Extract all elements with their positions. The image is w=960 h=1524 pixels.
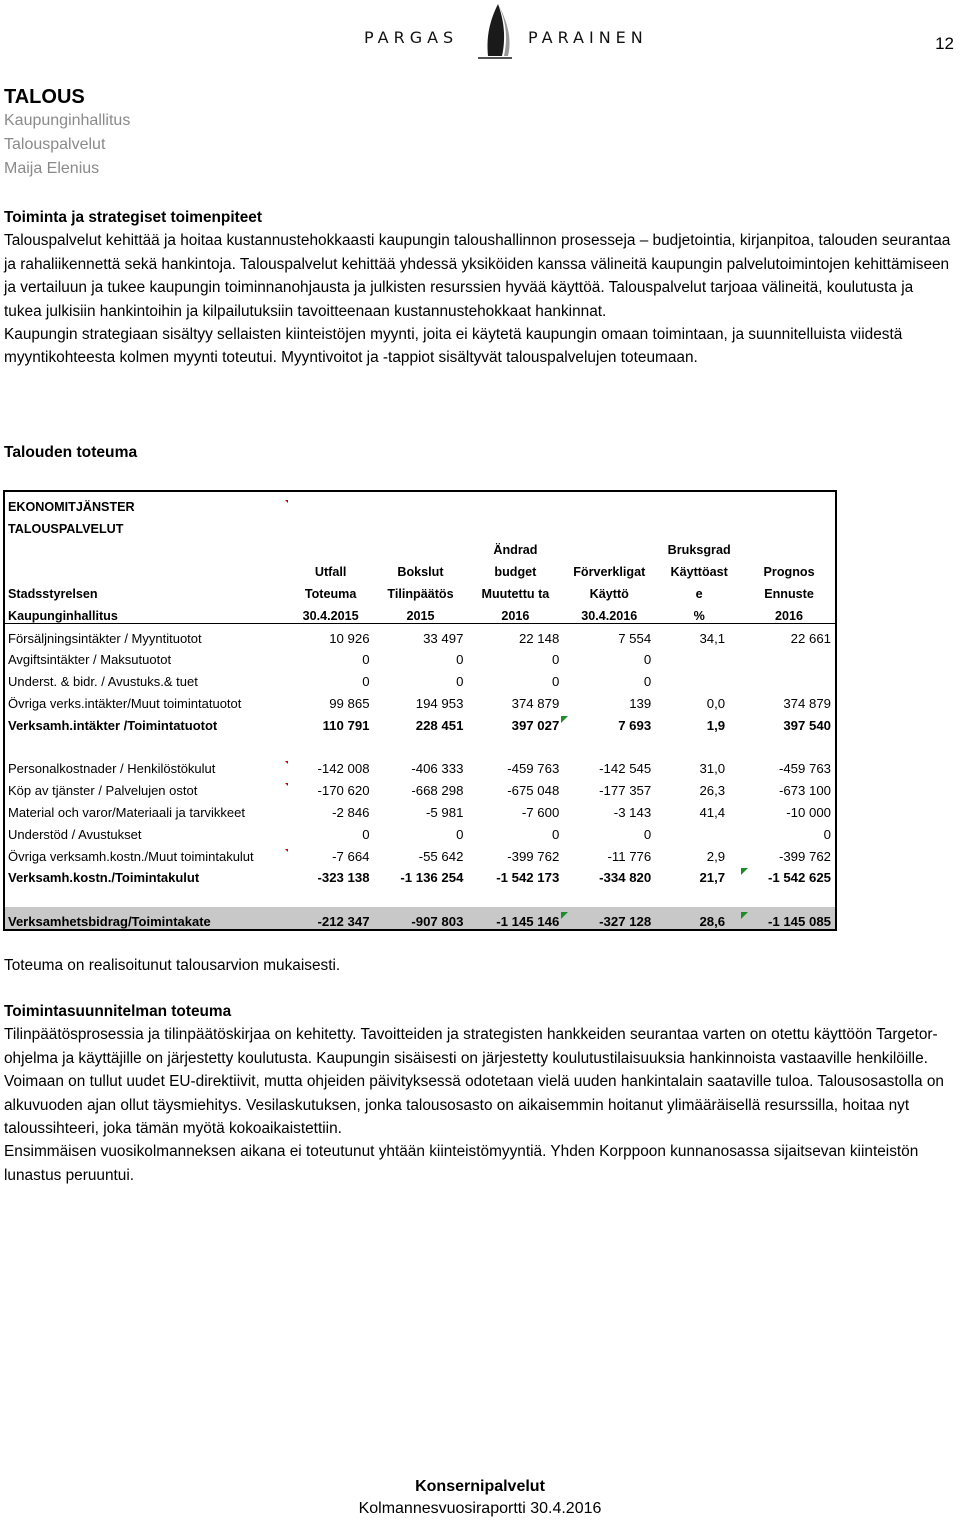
section-operations (4, 206, 952, 370)
comment-marker-icon (283, 500, 288, 505)
cell-value: -907 803 (411, 913, 464, 929)
cell-value: 0 (551, 652, 560, 668)
cell-value: 28,6 (699, 913, 726, 929)
cell-value: -142 008 (317, 761, 370, 777)
cell-value: e (695, 586, 703, 601)
cell-value: -177 357 (599, 783, 652, 799)
cell-value: -11 776 (607, 848, 652, 864)
table-subtotal-row (5, 711, 835, 733)
cell-value: -170 620 (317, 783, 370, 799)
row-label: EKONOMITJÄNSTER (5, 500, 288, 514)
row-label: Understöd / Avustukset (8, 826, 142, 842)
cell-value: 22 661 (790, 630, 831, 646)
logo-text-parainen: PARAINEN (528, 28, 648, 47)
cell-value: -323 138 (317, 870, 370, 886)
cell-value: 7 554 (618, 630, 652, 646)
table-row (5, 776, 835, 798)
table-spacer (5, 733, 835, 755)
paragraph-operations-2: Kaupungin strategiaan sisältyy sellaisten kiinteistöjen myynti, joita ei käytetä kaupungin omaan toimintaan, ja suunnitelluista viidestä myyntikohteesta kolmen myynti toteutui. Myyntivoitot ja -tappiot sisältyvät talouspalvelujen toteumaan. (4, 326, 903, 367)
cell-value: Förverkligat (573, 565, 646, 580)
cell-value: 41,4 (699, 804, 726, 820)
note-marker-icon (561, 716, 568, 723)
cell-value: 228 451 (415, 717, 464, 733)
row-label: TALOUSPALVELUT (8, 521, 124, 536)
cell-value: 21,7 (699, 870, 726, 886)
finance-table-grand-total (5, 907, 835, 929)
section-heading-operations: Toiminta ja strategiset toimenpiteet (4, 209, 262, 226)
row-label: Verksamh.kostn./Toimintakulut (8, 870, 200, 886)
footer-department: Konsernipalvelut (415, 1478, 545, 1495)
row-label: Köp av tjänster / Palvelujen ostot (5, 783, 288, 798)
cell-value: 0 (551, 826, 560, 842)
cell-value: -5 981 (426, 804, 464, 820)
cell-value: 0 (823, 826, 831, 842)
cell-value: -10 000 (786, 804, 831, 820)
table-row (5, 689, 835, 711)
cell-value: 110 791 (322, 717, 370, 733)
row-label: Verksamhetsbidrag/Toimintakate (8, 913, 211, 929)
cell-value: 10 926 (329, 630, 370, 646)
table-header-row (5, 557, 835, 579)
cell-value: 22 148 (518, 630, 560, 646)
cell-value: 99 865 (329, 695, 370, 711)
row-label: Stadsstyrelsen (8, 586, 98, 601)
cell-value: -675 048 (507, 783, 560, 799)
cell-value: -459 763 (778, 761, 831, 777)
cell-value: 33 497 (423, 630, 464, 646)
paragraph-plan-1: Tilinpäätösprosessia ja tilinpäätöskirjaa on kehitetty. Tavoitteiden ja strategisten hankkeiden seurantaa varten on otettu käyttöön Targetor-ohjelma ja käyttäjille on järjestetty koulutusta. Kaupungin sisäisesti on järjestetty koulutustilaisuuksia hankinnoista vastaaville henkilöille. Voimaan on tullut uudet EU-direktiivit, mutta ohjeiden päivityksessä odotetaan vielä uuden hankintalain saataville tuloa. Talousosastolla on alkuvuoden ajan ollut täysmiehitys. Vesilaskutuksen, jonka talousosasto on aikaisemmin hoitanut ylimääräisellä resurssilla, hoitaa nyt taloussihteeri, joka tämän myötä kokoaikaistettiin. (4, 1026, 944, 1138)
page-number: 12 (935, 34, 954, 53)
subtitle-unit: Talouspalvelut (4, 136, 106, 153)
table-row (5, 842, 835, 864)
cell-value: Ändrad (493, 543, 538, 558)
cell-value: 2016 (775, 608, 804, 623)
cell-value: Käyttö (589, 586, 629, 601)
subtitle-department: Kaupunginhallitus (4, 112, 131, 129)
cell-value: 0 (643, 674, 652, 690)
paragraph-operations-1: Talouspalvelut kehittää ja hoitaa kustannustehokkaasti kaupungin taloushallinnon prosesseja – budjetointia, kirjanpitoa, talouden seurantaa ja rahaliikennettä sekä hankintoja. Talouspalvelut kehittää yhdessä yksiköiden kanssa välineitä kaupungin palvelutoimintojen kehittämiseen ja vertailuun ja tukee kaupungin toiminnanohjausta ja julkisten resurssien hyvää käyttöä. Talouspalvelut tarjoaa välineitä, koulutusta ja tukea julkisiin hankintoihin ja kilpailutuksiin tavoitteenaan kustannustehokkaat hankinnat. (4, 232, 951, 320)
cell-value: 0 (643, 652, 652, 668)
cell-value: 194 953 (415, 695, 464, 711)
cell-value: -2 846 (332, 804, 370, 820)
cell-value: 0 (551, 674, 560, 690)
cell-value: 2016 (501, 608, 530, 623)
cell-value: 0 (362, 652, 370, 668)
cell-value: 34,1 (699, 630, 726, 646)
row-label: Material och varor/Materiaali ja tarvikkeet (8, 804, 245, 820)
cell-value: -334 820 (599, 870, 652, 886)
cell-value: Toteuma (304, 586, 357, 601)
cell-value: -673 100 (778, 783, 831, 799)
cell-value: Tilinpäätös (387, 586, 454, 601)
cell-value: 7 693 (563, 718, 655, 733)
cell-value: 374 879 (783, 695, 831, 711)
table-row (5, 820, 835, 842)
row-label: Övriga verksamh.kostn./Muut toimintakulut (5, 849, 288, 864)
finance-summary-line: Toteuma on realisoitunut talousarvion mukaisesti. (4, 957, 341, 974)
finance-table (3, 490, 837, 931)
cell-value: budget (494, 565, 537, 580)
cell-value: -327 128 (563, 914, 655, 929)
table-row (5, 798, 835, 820)
row-label: Verksamh.intäkter /Toimintatuotot (8, 717, 218, 733)
cell-value: -459 763 (507, 761, 560, 777)
row-label: Övriga verks.intäkter/Muut toimintatuotot (8, 695, 242, 711)
note-marker-icon (561, 912, 568, 919)
table-row (5, 667, 835, 689)
cell-value: -668 298 (411, 783, 464, 799)
cell-value: Bokslut (397, 565, 444, 580)
cell-value: 0 (456, 652, 464, 668)
note-marker-icon (741, 912, 748, 919)
cell-value: Bruksgrad (667, 543, 731, 558)
cell-value: 30.4.2015 (302, 608, 359, 623)
cell-value: Utfall (314, 565, 347, 580)
row-label: Underst. & bidr. / Avustuks.& tuet (8, 674, 198, 690)
table-total-row (5, 907, 835, 929)
paragraph-plan-2: Ensimmäisen vuosikolmanneksen aikana ei toteutunut yhtään kiinteistömyyntiä. Yhden Korppoon kunnanosassa sijaitsevan kiinteistön lunastus peruuntui. (4, 1143, 919, 1184)
finance-table-header (5, 492, 835, 623)
cell-value: 0 (456, 674, 464, 690)
cell-value: -406 333 (411, 761, 464, 777)
cell-value: 139 (629, 695, 652, 711)
cell-value: -399 762 (507, 848, 560, 864)
cell-value: -399 762 (778, 848, 831, 864)
finance-table-income (5, 623, 835, 733)
cell-value: % (693, 608, 705, 623)
table-subtotal-row (5, 864, 835, 886)
section-heading-plan: Toimintasuunnitelman toteuma (4, 1003, 232, 1020)
section-heading-finance: Talouden toteuma (4, 444, 138, 461)
cell-value: 26,3 (699, 783, 726, 799)
row-label: Avgiftsintäkter / Maksutuotot (8, 652, 172, 668)
table-header-row (5, 492, 835, 514)
page-title: TALOUS (4, 86, 85, 108)
footer-report-title: Kolmannesvuosiraportti 30.4.2016 (358, 1500, 602, 1517)
table-header-row (5, 601, 835, 623)
cell-value: -1 145 146 (496, 913, 560, 929)
cell-value: Ennuste (764, 586, 814, 601)
cell-value: 0,0 (706, 695, 726, 711)
cell-value: 374 879 (511, 695, 560, 711)
sail-logo-icon (468, 2, 522, 62)
note-marker-icon (741, 868, 748, 875)
pargas-parainen-logo (358, 2, 648, 62)
table-row (5, 623, 835, 646)
cell-value: -1 145 085 (743, 914, 835, 929)
table-header-row (5, 514, 835, 536)
subtitle-person: Maija Elenius (4, 160, 100, 177)
row-label: Personalkostnader / Henkilöstökulut (5, 761, 288, 776)
table-row (5, 755, 835, 777)
cell-value: 0 (456, 826, 464, 842)
cell-value: 1,9 (706, 717, 726, 733)
logo-text-pargas: PARGAS (364, 28, 459, 47)
cell-value: -1 542 625 (743, 870, 835, 885)
cell-value: 0 (362, 674, 370, 690)
cell-value: -3 143 (613, 804, 652, 820)
cell-value: 31,0 (699, 761, 726, 777)
row-label: Kaupunginhallitus (8, 608, 118, 623)
cell-value: 2,9 (706, 848, 726, 864)
cell-value: 0 (643, 826, 652, 842)
table-header-row (5, 579, 835, 601)
cell-value: -212 347 (317, 913, 370, 929)
table-row (5, 646, 835, 668)
cell-value: Muutettu ta (481, 586, 550, 601)
cell-value: Käyttöast (670, 565, 728, 580)
cell-value: Prognos (763, 565, 815, 580)
cell-value: -142 545 (599, 761, 652, 777)
cell-value: 30.4.2016 (581, 608, 638, 623)
cell-value: -7 600 (521, 804, 560, 820)
cell-value: -55 642 (418, 848, 464, 864)
finance-table-costs (5, 755, 835, 886)
section-plan-execution (4, 1000, 952, 1187)
cell-value: 397 027 (511, 717, 560, 733)
table-spacer (5, 885, 835, 907)
cell-value: -1 136 254 (400, 870, 464, 886)
table-header-row (5, 536, 835, 558)
row-label: Försäljningsintäkter / Myyntituotot (8, 630, 202, 646)
cell-value: -1 542 173 (496, 870, 560, 886)
cell-value: 2015 (406, 608, 435, 623)
cell-value: 397 540 (783, 717, 831, 733)
cell-value: -7 664 (332, 848, 370, 864)
cell-value: 0 (362, 826, 370, 842)
